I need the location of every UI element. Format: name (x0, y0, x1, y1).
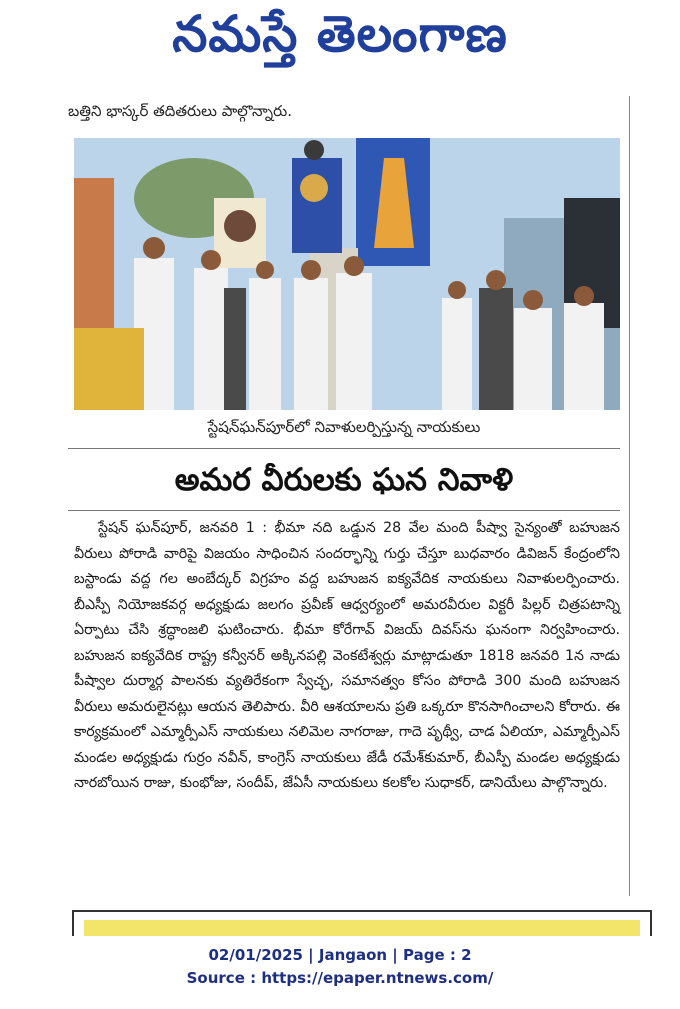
masthead (0, 0, 680, 80)
next-article-band (84, 920, 640, 936)
masthead-title: నమస్తే తెలంగాణ (172, 4, 508, 63)
caption-divider (68, 448, 620, 449)
headline-divider (68, 510, 620, 511)
article-body (74, 516, 620, 797)
page-footer (0, 944, 680, 990)
previous-article-tail: బత్తిని భాస్కర్ తదితరులు పాల్గొన్నారు. (68, 102, 292, 120)
article-photo (74, 138, 620, 410)
column-divider (629, 96, 630, 896)
footer-date-edition: 02/01/2025 | Jangaon | Page : 2 (208, 946, 472, 964)
article-body-paragraph: స్టేషన్ ఘన్‌పూర్, జనవరి 1 : భీమా నది ఒడ్డున 28 వేల మంది పీష్వా సైన్యంతో బహుజన వీరులు పోరాడి వారిపై విజయం సాధించిన సందర్భాన్ని గుర్తు చేస్తూ బుధవారం డివిజన్ కేంద్రంలోని బస్టాండు వద్ద గల అంబేద్కర్ విగ్రహం వద్ద బహుజన ఐక్యవేదిక నాయకులు నివాళులర్పించారు. బీఎస్పీ నియోజకవర్గ అధ్యక్షుడు జలగం ప్రవీణ్ ఆధ్వర్యంలో అమరవీరుల విక్టరీ పిల్లర్ చిత్రపటాన్ని ఏర్పాటు చేసి శ్రద్ధాంజలి ఘటించారు. భీమా కోరేగావ్ విజయ్ దివస్‌ను ఘనంగా నిర్వహించారు. బహుజన ఐక్యవేదిక రాష్ట్ర కన్వీనర్ అక్కినపల్లి వెంకటేశ్వర్లు మాట్లాడుతూ 1818 జనవరి 1న నాడు పీష్వాల దుర్మార్గ పాలనకు వ్యతిరేకంగా స్వేచ్ఛ, సమానత్వం కోసం పోరాడి 300 మంది బహుజన వీరులు అమరులైనట్లు ఆయన తెలిపారు. వీరి ఆశయాలను ప్రతి ఒక్కరూ కొనసాగించాలని కోరారు. ఈ కార్యక్రమంలో ఎమ్మార్పీఎస్ నాయకులు నలిమెల నాగరాజు, గాదె పృథ్వీ, చాడ ఏలియా, ఎమ్మార్పీఎస్ మండల అధ్యక్షుడు గుర్రం నవీన్, కాంగ్రెస్ నాయకులు జేడీ రమేశ్‌కుమార్, బీఎస్పీ మండల అధ్యక్షుడు నారబోయిన రాజు, కుంభోజు, సందీప్, జేఏసీ నాయకులు కలకోల సుధాకర్, డానియేలు పాల్గొన్నారు. (74, 520, 621, 791)
next-article-edge (72, 910, 652, 936)
footer-source: Source : https://epaper.ntnews.com/ (186, 969, 494, 987)
article-clipping (68, 92, 620, 912)
photo-caption: స్టేషన్‌ఘన్‌పూర్‌లో నివాళులర్పిస్తున్న నాయకులు (207, 418, 481, 436)
article-headline: అమర వీరులకు ఘన నివాళి (174, 462, 514, 498)
